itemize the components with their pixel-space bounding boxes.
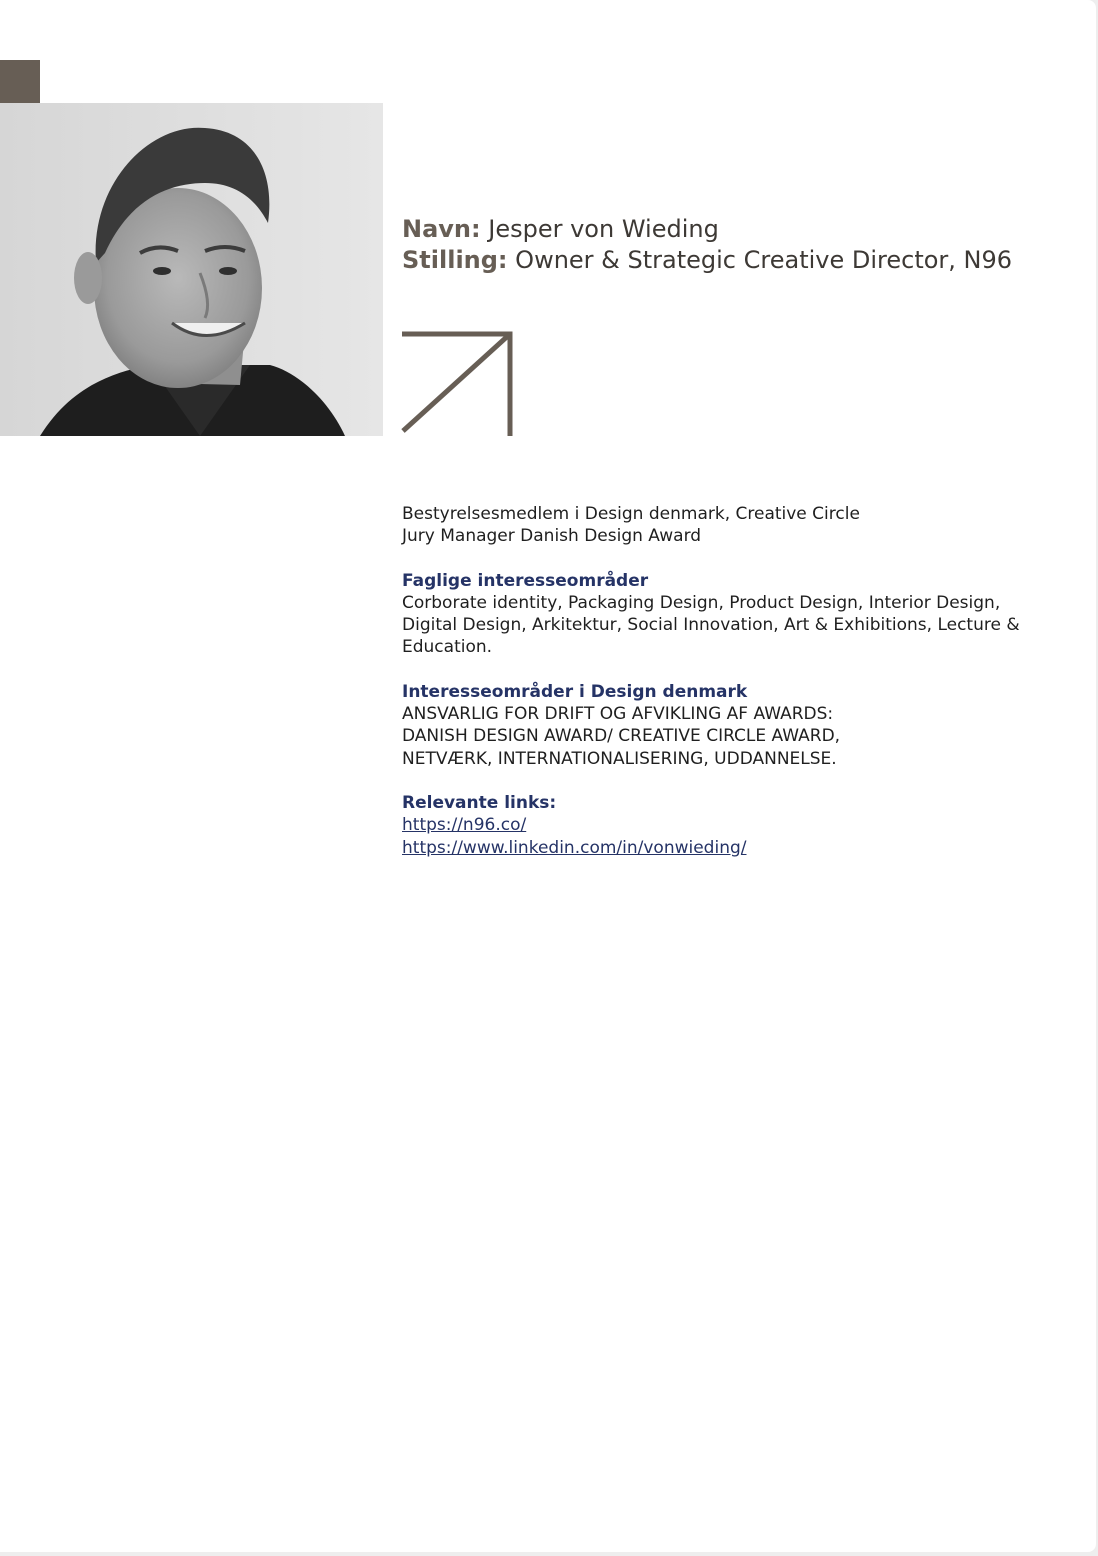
portrait-illustration (0, 103, 383, 436)
interests-heading: Faglige interesseområder (402, 570, 649, 591)
name-line (402, 214, 1012, 245)
design-denmark-heading: Interesseområder i Design denmark (402, 681, 748, 702)
design-denmark-line-1: ANSVARLIG FOR DRIFT OG AFVIKLING AF AWARDS: (402, 704, 834, 725)
role-line-1: Bestyrelsesmedlem i Design denmark, Creative Circle (402, 504, 860, 524)
arrow-up-right-icon (400, 330, 516, 438)
title-label: Stilling: (402, 246, 508, 274)
profile-content (402, 503, 1022, 859)
role-line-2: Jury Manager Danish Design Award (402, 526, 702, 547)
links-heading: Relevante links: (402, 792, 557, 813)
corner-accent-block (0, 60, 40, 103)
name-label: Navn: (402, 215, 481, 243)
link-linkedin[interactable]: https://www.linkedin.com/in/vonwieding/ (402, 837, 747, 858)
title-value: Owner & Strategic Creative Director, N96 (515, 246, 1013, 274)
portrait-photo (0, 103, 383, 436)
profile-header (402, 214, 1012, 276)
design-denmark-line-3: NETVÆRK, INTERNATIONALISERING, UDDANNELSE. (402, 748, 837, 769)
title-line (402, 245, 1012, 276)
link-n96[interactable]: https://n96.co/ (402, 815, 527, 836)
interests-text: Corborate identity, Packaging Design, Product Design, Interior Design, Digital Design, Arkitektur, Social Innovation, Art & Exhibitions, Lecture & Education. (402, 592, 1020, 658)
name-value: Jesper von Wieding (488, 215, 719, 243)
design-denmark-line-2: DANISH DESIGN AWARD/ CREATIVE CIRCLE AWARD, (402, 726, 841, 747)
